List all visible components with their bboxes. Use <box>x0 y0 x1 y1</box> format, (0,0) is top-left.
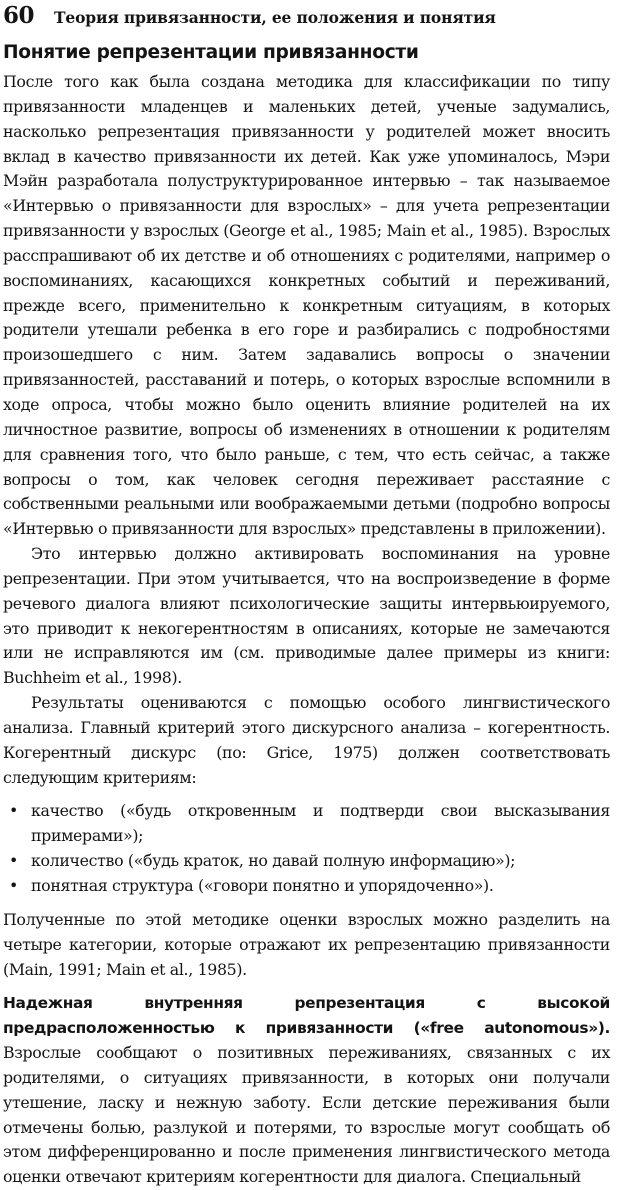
section-heading: Понятие репрезентации привязанности <box>3 42 419 63</box>
paragraph-1: После того как была создана методика для классификации по типу привязанности младенцев и маленьких детей, ученые задумались, насколько репрезентация привязанности у родителей может вносить вклад в качество привязанности их детей. Как уже упоминалось, Мэри Мэйн разработала полуструктурированное интервью – так называемое «Интервью о привязанности для взрослых» – для учета репрезентации привязанности у взрослых (George et al., 1985; Main et al., 1985). Взрослых расспрашивают об их детстве и об отношениях с родителями, например о воспоминаниях, касающихся конкретных событий и переживаний, прежде всего, применительно к конкретным ситуациям, в которых родители утешали ребенка в его горе и разбирались с подробностями произошедшего с ним. Затем задавались вопросы о значении привязанностей, расставаний и потерь, о которых взрослые вспомнили в ходе опроса, чтобы можно было оценить влияние родителей на их личностное развитие, вопросы об изменениях в отношении к родителям для сравнения того, что было раньше, с тем, что есть сейчас, а также вопросы о том, как человек сегодня переживает расстаяние с собственными реальными или воображаемыми детьми (подробно вопросы «Интервью о привязанности для взрослых» представлены в приложении). <box>3 72 610 539</box>
paragraph-4: Полученные по этой методике оценки взрослых можно разделить на четыре категории, которые отражают их репрезентацию привязанности (Main, 1991; Main et al., 1985). <box>3 909 610 979</box>
bold-lead-in: Надежная внутренняя репрезентация с высокой предрасположенностью к привязанности («free autonomous»). <box>3 994 610 1038</box>
running-head <box>3 2 610 32</box>
list-item-text: качество («будь откровенным и подтверди свои высказывания примерами»); <box>31 801 610 846</box>
bullet-icon: • <box>9 801 18 821</box>
bullet-icon: • <box>9 851 18 871</box>
running-title: Теория привязанности, ее положения и понятия <box>54 8 496 27</box>
paragraph-2: Это интервью должно активировать воспоминания на уровне репрезентации. При этом учитывается, что на воспроизведение в форме речевого диалога влияют психологические защиты интервьюируемого, это приводит к некогерентностям в описаниях, которые не замечаются или не исправляются им (см. приводимые далее примеры из книги: Buchheim et al., 1998). <box>3 544 610 688</box>
list-item-text: количество («будь краток, но давай полную информацию»); <box>31 851 516 871</box>
criteria-list <box>3 799 610 898</box>
paragraph-5-text: Взрослые сообщают о позитивных переживаниях, связанных с их родителями, о ситуациях привязанности, в которых они получали утешение, ласку и нежную заботу. Если детские переживания были отмечены болью, разлукой и потерями, то взрослые могут сообщать об этом дифференцированно и после применения лингвистического метода оценки отвечают критериям когерентности для диалога. Специальный <box>3 1043 610 1187</box>
page-number: 60 <box>3 2 35 29</box>
list-item-text: понятная структура («говори понятно и упорядоченно»). <box>31 876 494 895</box>
list-item <box>3 849 610 874</box>
paragraph-spacer <box>3 982 610 991</box>
bullet-icon: • <box>9 876 18 895</box>
paragraph-5 <box>3 991 610 1190</box>
list-item <box>3 874 610 899</box>
paragraph-3: Результаты оцениваются с помощью особого лингвистического анализа. Главный критерий этого дискурсного анализа – когерентность. Когерентный дискурс (по: Grice, 1975) должен соответствовать следующим критериям: <box>3 693 610 787</box>
list-item <box>3 799 610 849</box>
